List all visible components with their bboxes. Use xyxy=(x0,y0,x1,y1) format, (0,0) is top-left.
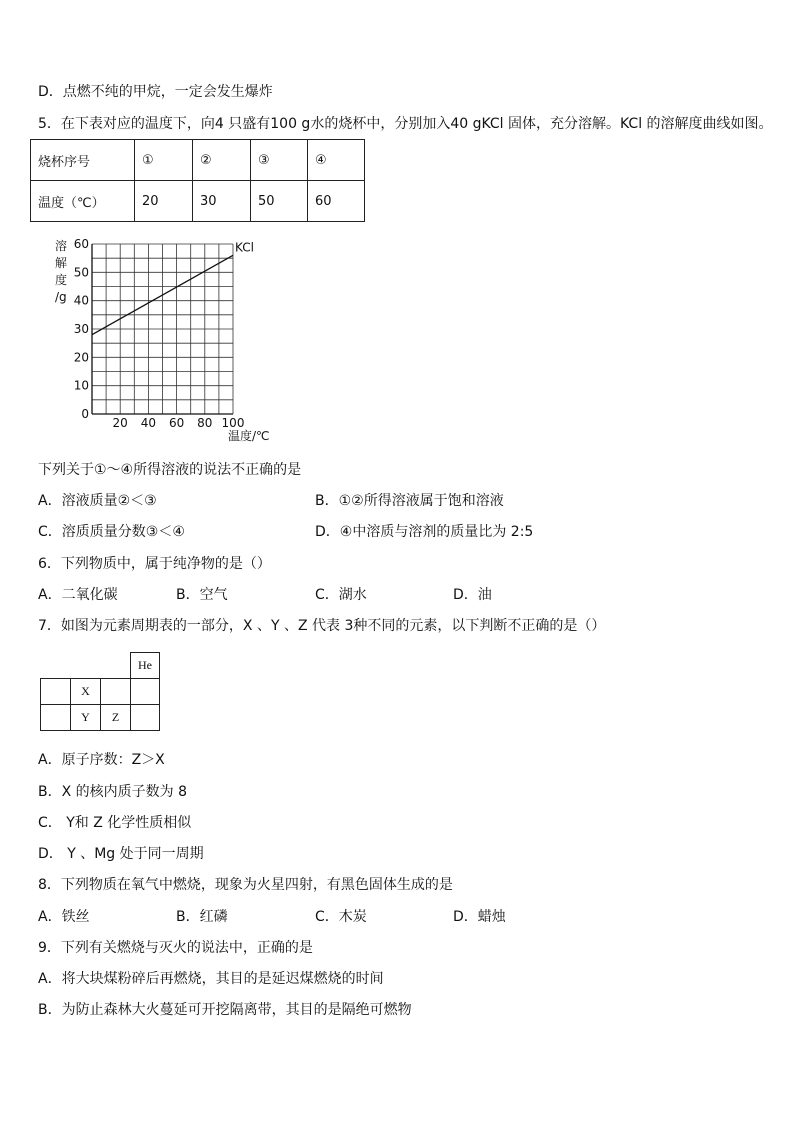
y-tick-label: 60 xyxy=(73,237,89,251)
q7-option-c: C． Y和 Z 化学性质相似 xyxy=(38,815,192,831)
q5-option-a: A．溶液质量②＜③ xyxy=(38,493,157,509)
q8-option-c: C．木炭 xyxy=(315,909,367,925)
q7-option-a: A．原子序数：Z＞X xyxy=(38,752,165,768)
x-tick-label: 60 xyxy=(168,416,185,430)
x-cell: X xyxy=(70,678,101,705)
table-row xyxy=(31,140,365,181)
empty-cell xyxy=(130,704,160,731)
temperature-table xyxy=(30,139,365,222)
table-cell: ① xyxy=(135,140,193,181)
y-cell: Y xyxy=(70,704,101,731)
q5-option-c: C．溶质质量分数③＜④ xyxy=(38,524,185,540)
series-label: KCl xyxy=(235,240,254,255)
q9-option-a: A．将大块煤粉碎后再燃烧，其目的是延迟煤燃烧的时间 xyxy=(38,971,384,987)
periodic-table-fragment xyxy=(40,652,161,732)
q8-option-d: D．蜡烛 xyxy=(453,909,506,925)
solubility-chart xyxy=(50,232,290,447)
y-axis-label xyxy=(55,238,67,304)
x-tick-label: 80 xyxy=(197,416,213,430)
table-header-label: 烧杯序号 xyxy=(31,140,135,181)
q8-option-a: A．铁丝 xyxy=(38,909,90,925)
y-tick-label: 10 xyxy=(73,378,89,393)
y-tick-label: 0 xyxy=(81,407,89,421)
x-axis-label: 温度/℃ xyxy=(228,429,270,443)
x-tick-label: 40 xyxy=(140,416,157,430)
empty-cell xyxy=(40,678,71,705)
q5-stem: 5．在下表对应的温度下，向4 只盛有100 g水的烧杯中，分别加入40 gKCl 固体，充分溶解。KCl 的溶解度曲线如图。 xyxy=(38,116,773,132)
q6-option-b: B．空气 xyxy=(176,587,228,603)
q8-option-b: B．红磷 xyxy=(176,909,228,925)
table-cell: ② xyxy=(193,140,251,181)
q4-option-d: D．点燃不纯的甲烷，一定会发生爆炸 xyxy=(38,84,273,100)
x-tick-labels xyxy=(113,416,245,430)
x-tick-label: 20 xyxy=(112,416,128,430)
series xyxy=(92,240,254,334)
y-axis-label-char: 度 xyxy=(55,273,68,287)
q9-option-b: B．为防止森林大火蔓延可开挖隔离带，其目的是隔绝可燃物 xyxy=(38,1002,412,1018)
y-axis-label-char: 解 xyxy=(55,256,68,270)
table-cell: 50 xyxy=(251,181,308,222)
y-tick-label: 50 xyxy=(73,265,89,280)
x-tick-label: 100 xyxy=(221,416,245,430)
y-tick-labels xyxy=(74,237,89,421)
table-cell: 30 xyxy=(193,181,251,222)
q9-stem: 9．下列有关燃烧与灭火的说法中，正确的是 xyxy=(38,940,313,956)
table-cell: ④ xyxy=(308,140,365,181)
q5-question: 下列关于①～④所得溶液的说法不正确的是 xyxy=(38,462,302,478)
z-cell: Z xyxy=(100,704,131,731)
empty-cell xyxy=(100,678,131,705)
table-cell: 60 xyxy=(308,181,365,222)
q7-option-b: B．X 的核内质子数为 8 xyxy=(38,784,188,800)
y-tick-label: 30 xyxy=(73,322,89,336)
table-row xyxy=(31,181,365,222)
q6-stem: 6．下列物质中，属于纯净物的是（） xyxy=(38,556,271,572)
y-tick-label: 40 xyxy=(73,293,89,308)
q6-option-d: D．油 xyxy=(453,587,492,603)
empty-cell xyxy=(40,704,71,731)
empty-cell xyxy=(130,678,160,705)
q5-option-b: B．①②所得溶液属于饱和溶液 xyxy=(315,493,504,509)
he-cell: He xyxy=(130,652,160,679)
q5-option-d: D．④中溶质与溶剂的质量比为 2:5 xyxy=(315,524,534,540)
q7-stem: 7．如图为元素周期表的一部分，X 、Y 、Z 代表 3种不同的元素，以下判断不正确的是（） xyxy=(38,618,606,634)
y-axis-label-char: /g xyxy=(55,290,67,304)
q8-stem: 8．下列物质在氧气中燃烧，现象为火星四射，有黑色固体生成的是 xyxy=(38,877,453,893)
q7-option-d: D． Y 、Mg 处于同一周期 xyxy=(38,846,204,862)
table-cell: 20 xyxy=(135,181,193,222)
q6-option-c: C．湖水 xyxy=(315,587,367,603)
y-axis-label-char: 溶 xyxy=(55,239,68,253)
q6-option-a: A．二氧化碳 xyxy=(38,587,118,603)
table-cell: ③ xyxy=(251,140,308,181)
table-temp-label: 温度（℃） xyxy=(31,181,135,222)
y-tick-label: 20 xyxy=(73,350,89,365)
